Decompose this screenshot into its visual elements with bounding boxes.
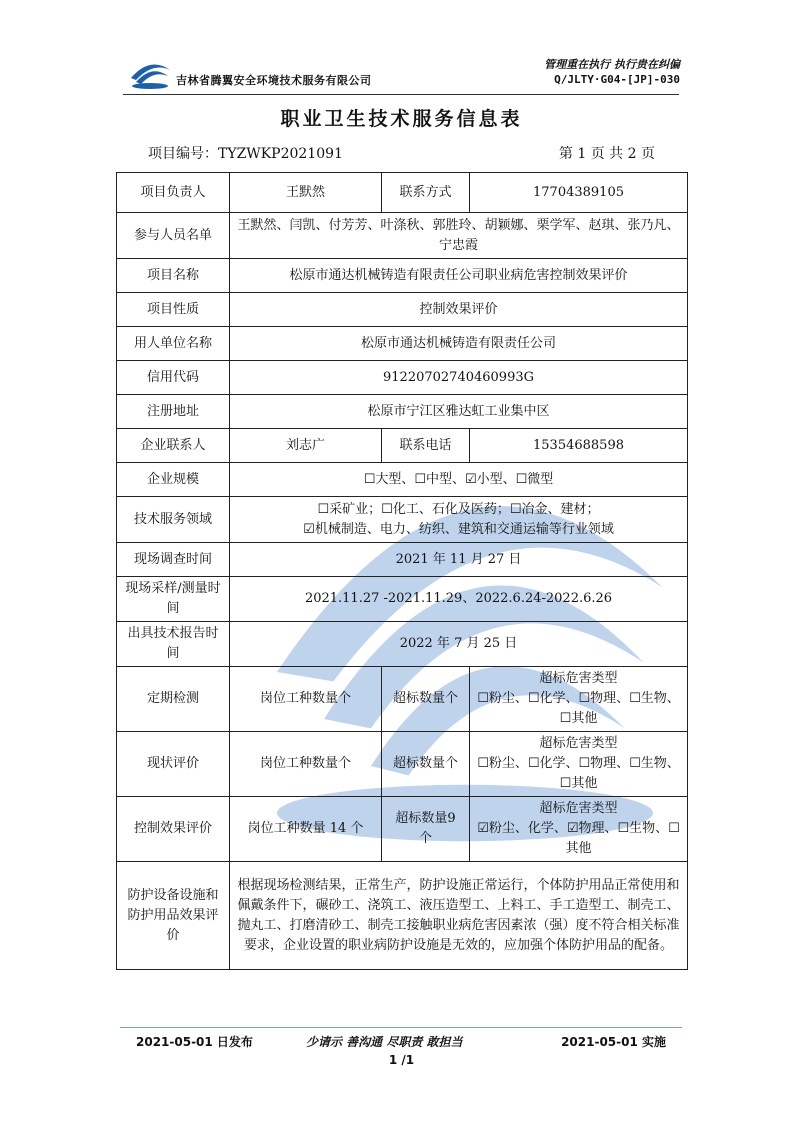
- project-number: 项目编号：TYZWKP2021091: [148, 146, 343, 162]
- table-row: [117, 732, 688, 797]
- document-number: Q/JLTY·G04-[JP]-030: [554, 73, 680, 86]
- row-label: 现状评价: [117, 732, 230, 797]
- hazard-types: [470, 667, 688, 732]
- credit-code: 91220702740460993G: [230, 361, 688, 395]
- row-label: 项目名称: [117, 259, 230, 293]
- project-name: 松原市通达机械铸造有限责任公司职业病危害控制效果评价: [230, 259, 688, 293]
- post-count: 岗位工种数量个: [230, 667, 382, 732]
- row-label: 定期检测: [117, 667, 230, 732]
- table-row: [117, 862, 688, 970]
- hazard-checkboxes: ☑粉尘、化学、☑物理、☐生物、☐其他: [477, 821, 680, 856]
- row-label: 项目负责人: [117, 173, 230, 213]
- row-label: 用人单位名称: [117, 327, 230, 361]
- row-label: 联系电话: [382, 429, 470, 463]
- project-type: 控制效果评价: [230, 293, 688, 327]
- document-header: [120, 52, 680, 96]
- row-label: 参与人员名单: [117, 213, 230, 259]
- table-row: [117, 395, 688, 429]
- header-slogan: 管理重在执行 执行贵在纠偏: [544, 58, 680, 71]
- page-number: 1 /1: [388, 1053, 415, 1067]
- report-time: 2022 年 7 月 25 日: [230, 622, 688, 667]
- post-count: 岗位工种数量个: [230, 732, 382, 797]
- protection-evaluation: 根据现场检测结果，正常生产，防护设施正常运行，个体防护用品正常使用和佩戴条件下，碾砂工、浇筑工、液压造型工、上料工、手工造型工、制壳工、抛丸工、打磨清砂工、制壳工接触职业病危害因素浓（强）度不符合相关标准要求，企业设置的职业病防护设施是无效的，应加强个体防护用品的配备。: [230, 862, 688, 970]
- exceed-count: 超标数量个: [382, 667, 470, 732]
- header-divider: [123, 94, 679, 95]
- table-row: [117, 293, 688, 327]
- row-label: 项目性质: [117, 293, 230, 327]
- table-row: [117, 361, 688, 395]
- hazard-checkboxes: ☐粉尘、☐化学、☐物理、☐生物、☐其他: [477, 756, 680, 791]
- hazard-title: 超标危害类型: [539, 736, 618, 751]
- page-info: 第 1 页 共 2 页: [558, 146, 655, 162]
- table-row: [117, 543, 688, 577]
- sampling-time: 2021.11.27 -2021.11.29、2022.6.24-2022.6.26: [230, 577, 688, 622]
- page-title: 职业卫生技术服务信息表: [280, 108, 523, 130]
- hazard-types: [470, 732, 688, 797]
- enterprise-contact-phone: 15354688598: [470, 429, 688, 463]
- hazard-title: 超标危害类型: [539, 671, 618, 686]
- table-row: [117, 213, 688, 259]
- row-label: 企业联系人: [117, 429, 230, 463]
- hazard-title: 超标危害类型: [539, 801, 618, 816]
- leader-name: 王默然: [230, 173, 382, 213]
- exceed-count: 超标数量9 个: [382, 797, 470, 862]
- row-label: 现场调查时间: [117, 543, 230, 577]
- table-row: [117, 327, 688, 361]
- members-list: 王默然、闫凯、付芳芳、叶涤秋、郭胜玲、胡颖娜、栗学军、赵琪、张乃凡、宁忠霞: [230, 213, 688, 259]
- employer-name: 松原市通达机械铸造有限责任公司: [230, 327, 688, 361]
- table-row: [117, 259, 688, 293]
- row-label: 企业规模: [117, 463, 230, 497]
- row-label: 现场采样/测量时间: [117, 577, 230, 622]
- hazard-types: [470, 797, 688, 862]
- exceed-count: 超标数量个: [382, 732, 470, 797]
- row-label: 控制效果评价: [117, 797, 230, 862]
- footer-divider: [120, 1027, 682, 1028]
- post-count: 岗位工种数量 14 个: [230, 797, 382, 862]
- enterprise-scale-checkboxes: ☐大型、☐中型、☑小型、☐微型: [230, 463, 688, 497]
- company-name: 吉林省腾翼安全环境技术服务有限公司: [176, 74, 372, 87]
- row-label: 技术服务领域: [117, 497, 230, 543]
- table-row: [117, 797, 688, 862]
- implement-date: 2021-05-01 实施: [561, 1035, 666, 1049]
- table-row: [117, 667, 688, 732]
- table-row: [117, 622, 688, 667]
- table-row: [117, 577, 688, 622]
- document-footer: [120, 1033, 682, 1053]
- row-label: 信用代码: [117, 361, 230, 395]
- table-row: [117, 429, 688, 463]
- footer-motto: 少请示 善沟通 尽职责 敢担当: [306, 1035, 463, 1049]
- row-label: 注册地址: [117, 395, 230, 429]
- registered-address: 松原市宁江区雅达虹工业集中区: [230, 395, 688, 429]
- row-label: 出具技术报告时间: [117, 622, 230, 667]
- hazard-checkboxes: ☐粉尘、☐化学、☐物理、☐生物、☐其他: [477, 691, 680, 726]
- leader-phone: 17704389105: [470, 173, 688, 213]
- table-row: [117, 173, 688, 213]
- row-label: 防护设备设施和防护用品效果评价: [117, 862, 230, 970]
- table-row: [117, 497, 688, 543]
- service-field-checkboxes: [230, 497, 688, 543]
- row-label: 联系方式: [382, 173, 470, 213]
- survey-time: 2021 年 11 月 27 日: [230, 543, 688, 577]
- table-row: [117, 463, 688, 497]
- company-logo-icon: [128, 54, 172, 90]
- service-field-line: ☐采矿业；☐化工、石化及医药；☐冶金、建材；: [317, 501, 600, 517]
- publish-date: 2021-05-01 日发布: [136, 1035, 253, 1049]
- service-field-line: ☑机械制造、电力、纺织、建筑和交通运输等行业领域: [303, 521, 614, 537]
- info-table: [116, 172, 688, 970]
- enterprise-contact-name: 刘志广: [230, 429, 382, 463]
